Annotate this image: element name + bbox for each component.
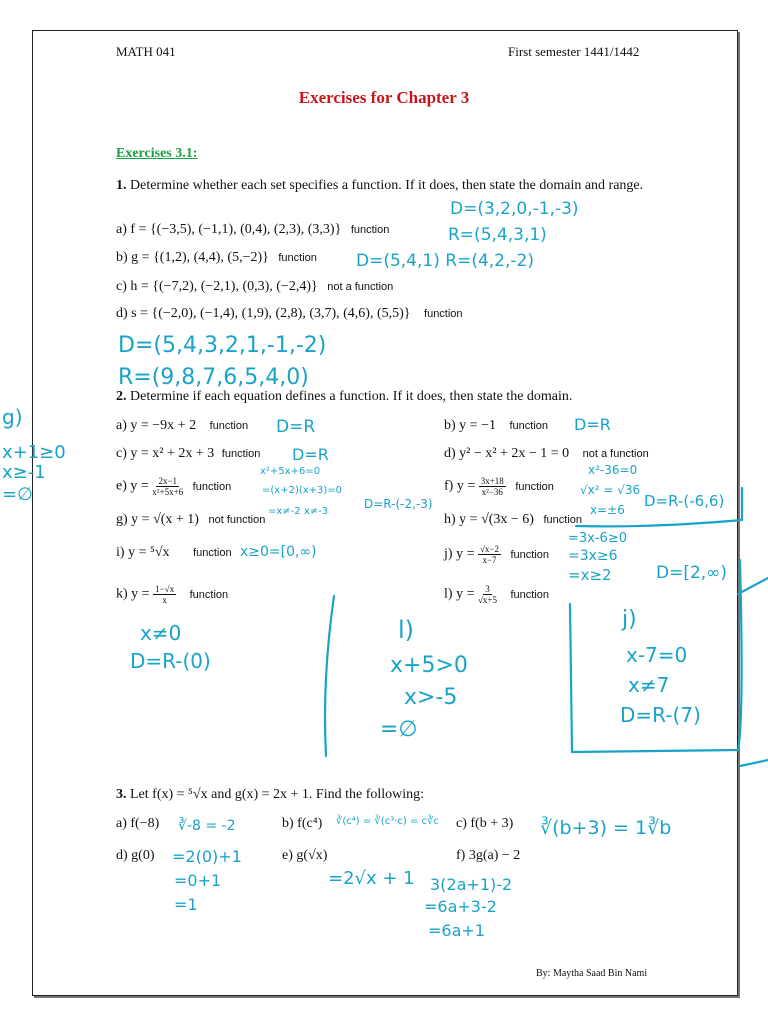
hw-q2h-work1: =3x-6≥0: [568, 531, 627, 546]
hw-q2j-label: j): [622, 607, 637, 632]
item-label: a): [116, 418, 127, 433]
hw-q1b: D=(5,4,1) R=(4,2,-2): [356, 251, 534, 271]
item-expression: g(0): [131, 848, 155, 863]
item-label: c): [116, 446, 127, 461]
hw-q2f-work1: x²-36=0: [588, 463, 638, 477]
hw-q3a: ∛-8 = -2: [178, 818, 236, 834]
item-tag: function: [510, 548, 550, 561]
hw-q2k-domain: D=R-(0): [130, 649, 211, 673]
q2-item-b: [444, 418, 548, 434]
q1-text: Determine whether each set specifies a function. If it does, then state the domain and range.: [130, 178, 644, 193]
item-tag: function: [350, 224, 390, 236]
denominator: x²+5x+6: [152, 487, 184, 497]
hw-q3c: ∛(b+3) = 1∛b: [540, 817, 672, 839]
q1-item-d: [116, 306, 463, 322]
item-label: d): [116, 306, 128, 321]
hw-q3d-2: =0+1: [174, 871, 222, 890]
item-label: a): [116, 222, 127, 237]
q2-item-f: [444, 476, 554, 497]
hw-q2e-work3: =x≠-2 x≠-3: [268, 506, 329, 517]
item-label: i): [116, 545, 125, 560]
hw-q3e: =2√x + 1: [328, 868, 415, 889]
item-expression: y = −1: [459, 418, 496, 433]
q2-item-a: [116, 418, 248, 434]
hw-margin-work3: =∅: [2, 484, 33, 505]
item-label: a): [116, 816, 127, 831]
hw-q2h-work3: =x≥2: [568, 566, 612, 584]
item-label: d): [444, 446, 456, 461]
item-expression: y =: [456, 546, 475, 562]
item-expression: y = √(x + 1): [131, 512, 199, 527]
fraction: [479, 476, 506, 497]
hw-q2l-label: l): [398, 616, 415, 644]
item-label: f): [456, 848, 466, 863]
q2-item-e: [116, 476, 231, 497]
q3-item-c: [456, 816, 513, 832]
hw-q3f-3: =6a+1: [428, 921, 485, 940]
fraction: [153, 584, 176, 605]
item-label: f): [444, 478, 454, 494]
hw-q1d-domain: D=(5,4,3,2,1,-1,-2): [118, 333, 327, 358]
course-code: MATH 041: [116, 44, 176, 59]
item-tag: function: [509, 420, 548, 432]
item-expression: y =: [456, 586, 475, 602]
item-tag: not a function: [327, 281, 394, 293]
item-expression: y = ⁵√x: [128, 545, 170, 560]
item-label: b): [116, 250, 128, 265]
q2-item-j: [444, 544, 549, 565]
item-tag: not function: [208, 514, 266, 526]
q3-item-d: [116, 848, 155, 864]
item-expression: f = {(−3,5), (−1,1), (0,4), (2,3), (3,3)}: [130, 222, 342, 237]
q2-item-k: [116, 584, 228, 605]
numerator: 3x+18: [480, 476, 504, 486]
q2-item-i: [116, 545, 232, 561]
hw-margin-work1: x+1≥0: [2, 442, 66, 463]
item-label: b): [282, 816, 294, 831]
item-tag: function: [278, 252, 317, 264]
item-expression: h = {(−7,2), (−2,1), (0,3), (−2,4)}: [130, 279, 318, 294]
item-label: j): [444, 546, 453, 562]
hw-q2f-domain: D=R-(-6,6): [644, 492, 725, 510]
hw-q2l-work2: x>-5: [404, 685, 458, 710]
item-expression: f(−8): [130, 816, 160, 831]
item-expression: g(√x): [296, 848, 328, 863]
item-expression: g = {(1,2), (4,4), (5,−2)}: [131, 250, 269, 265]
q2-item-g: [116, 512, 265, 528]
hw-q2b: D=R: [574, 415, 611, 434]
q3-item-b: [282, 816, 322, 832]
item-label: e): [282, 848, 293, 863]
hw-q2h-work2: =3x≥6: [568, 548, 618, 564]
hw-q3f-2: =6a+3-2: [424, 897, 497, 916]
q1-item-c: [116, 279, 393, 295]
hw-q2e-work2: =(x+2)(x+3)=0: [262, 485, 343, 496]
hw-margin-work2: x≥-1: [2, 462, 46, 483]
hw-q3d-1: =2(0)+1: [172, 847, 242, 866]
item-tag: function: [189, 588, 229, 601]
hw-q2l-work1: x+5>0: [390, 653, 468, 678]
hw-q1a-range: R=(5,4,3,1): [448, 225, 547, 245]
numerator: 1−√x: [155, 584, 175, 594]
item-expression: 3g(a) − 2: [468, 848, 521, 863]
q3-number: 3.: [116, 787, 127, 802]
denominator: √x+5: [477, 595, 497, 605]
hw-q2f-work3: x=±6: [590, 503, 625, 517]
item-expression: y = x² + 2x + 3: [130, 446, 215, 461]
semester: First semester 1441/1442: [508, 44, 640, 59]
item-label: b): [444, 418, 456, 433]
hw-q3b: ∛(c⁴) = ∛(c³·c) = c∛c: [336, 816, 439, 827]
fraction: [478, 544, 501, 565]
q1-prompt: [116, 176, 656, 195]
item-label: k): [116, 586, 128, 602]
q3-item-a: [116, 816, 159, 832]
item-label: e): [116, 478, 127, 494]
item-tag: function: [209, 420, 249, 432]
item-label: l): [444, 586, 453, 602]
item-tag: function: [510, 588, 550, 601]
q2-item-h: [444, 512, 582, 528]
q2-number: 2.: [116, 389, 127, 404]
fraction: [478, 584, 497, 605]
item-label: c): [116, 279, 127, 294]
q3-text: Let f(x) = ⁵√x and g(x) = 2x + 1. Find the following:: [130, 787, 425, 802]
q2-item-d: [444, 446, 649, 462]
q1-item-a: [116, 222, 389, 238]
item-expression: y = √(3x − 6): [459, 512, 534, 527]
hw-q2k-work: x≠0: [140, 621, 182, 645]
numerator: 2x−1: [158, 476, 178, 486]
q1-number: 1.: [116, 178, 127, 193]
hw-q2i: x≥0=[0,∞): [240, 544, 317, 560]
hw-margin-label: g): [2, 405, 23, 429]
q2-item-c: [116, 446, 260, 462]
section-heading: Exercises 3.1:: [116, 146, 198, 161]
hw-q1a-domain: D=(3,2,0,-1,-3): [450, 199, 579, 219]
q2-item-l: [444, 584, 549, 605]
item-expression: y =: [130, 478, 149, 494]
hw-q2j-work1: x-7=0: [626, 643, 688, 667]
hw-arrow-line: [740, 760, 768, 766]
hw-q3d-3: =1: [174, 895, 198, 914]
q2-text: Determine if each equation defines a function. If it does, then state the domain.: [130, 389, 573, 404]
hw-q2l-work3: =∅: [380, 717, 418, 742]
item-tag: not a function: [582, 448, 649, 460]
item-tag: function: [515, 480, 554, 493]
numerator: √x−2: [479, 544, 499, 554]
hw-q2j-domain: D=R-(7): [620, 703, 701, 727]
hw-q2h-domain: D=[2,∞): [656, 563, 727, 583]
denominator: x−7: [482, 555, 497, 565]
denominator: x: [162, 595, 167, 605]
item-expression: y = −9x + 2: [130, 418, 197, 433]
hw-q2c: D=R: [292, 445, 329, 464]
item-expression: y =: [131, 586, 150, 602]
page-title: Exercises for Chapter 3: [298, 88, 470, 107]
item-expression: y =: [456, 478, 476, 494]
item-tag: function: [193, 547, 232, 559]
item-expression: y² − x² + 2x − 1 = 0: [459, 446, 570, 461]
hw-q2a: D=R: [276, 417, 316, 437]
hw-q1d-range: R=(9,8,7,6,5,4,0): [118, 365, 309, 390]
hw-q2e-work1: x²+5x+6=0: [260, 466, 321, 477]
q2-prompt: [116, 389, 572, 405]
hw-q2f-work2: √x² = √36: [580, 483, 641, 497]
hw-arrow-line-2: [738, 578, 768, 594]
q3-prompt: [116, 787, 424, 803]
item-tag: function: [221, 448, 261, 460]
hw-q2e-domain: D=R-(-2,-3): [364, 497, 433, 511]
footer-author: By: Maytha Saad Bin Nami: [536, 968, 648, 979]
item-label: g): [116, 512, 128, 527]
item-expression: s = {(−2,0), (−1,4), (1,9), (2,8), (3,7), (4,6), (5,5)}: [131, 306, 411, 321]
q3-item-e: [282, 848, 327, 864]
numerator: 3: [485, 584, 490, 594]
item-tag: function: [424, 308, 463, 320]
item-tag: function: [192, 480, 232, 493]
hw-q2j-work2: x≠7: [628, 673, 670, 697]
fraction: [152, 476, 183, 497]
denominator: x²−36: [481, 487, 503, 497]
item-tag: function: [543, 514, 583, 526]
item-expression: f(b + 3): [470, 816, 514, 831]
item-label: c): [456, 816, 467, 831]
q3-item-f: [456, 848, 520, 864]
hw-q3f-1: 3(2a+1)-2: [430, 875, 513, 894]
q1-item-b: [116, 250, 317, 266]
item-label: h): [444, 512, 456, 527]
item-expression: f(c⁴): [297, 816, 323, 831]
item-label: d): [116, 848, 128, 863]
